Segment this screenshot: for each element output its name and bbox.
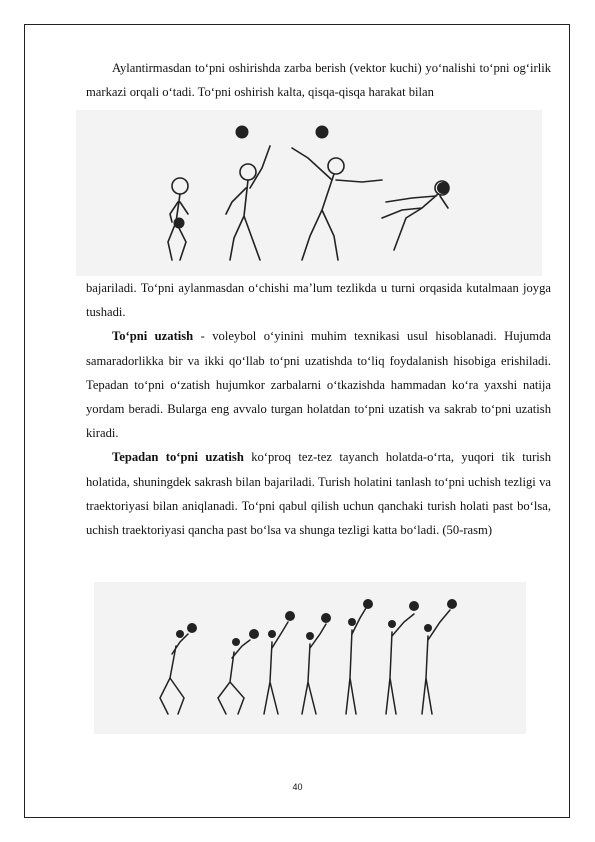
overhead-pass-figures-drawing (94, 582, 526, 734)
paragraph-2-body: - voleybol o‘yinini muhim texnikasi usul hisoblanadi. Hujumda samaradorlikka bir va ikki qo‘llab to‘pni uzatishda to‘liq foydalanish hisobiga erishiladi. Tepadan to‘pni o‘zatish hujumkor zarbalarni o‘tkazishda hammadan ko‘ra yaxshi natija yordam beradi. Bularga eng avvalo turgan holatdan to‘pni uzatish va sakrab to‘pni uzatish kiradi. (86, 329, 551, 441)
paragraph-1-continued: bajariladi. To‘pni aylanmasdan o‘chishi ma’lum tezlikda u turni orqasida kutalmaan joyga tushadi. (86, 281, 551, 320)
serve-technique-illustration (76, 110, 542, 276)
paragraph-3-body: ko‘proq tez-tez tayanch holatda-o‘rta, yuqori tik turish holatida, shuningdek sakrash bilan bajariladi. Turish holatini tanlash to‘pni uchish tezligi va traektoriyasi bilan aniqlanadi. To‘pni qabul qilish uchun qanchaki turish holati past bo‘lsa, uchish traektoriyasi qancha past bo‘lsa va shunga tezligi katta bo‘ladi. (50-rasm) (86, 450, 551, 538)
term-ball-passing: To‘pni uzatish (112, 329, 194, 344)
paragraph-3 (86, 445, 551, 542)
paragraph-1 (86, 56, 551, 104)
paragraph-2 (86, 324, 551, 445)
serve-figures-drawing (76, 110, 542, 276)
overhead-pass-illustration (94, 582, 526, 734)
body-text (86, 276, 551, 542)
term-overhead-pass: Tepadan to‘pni uzatish (112, 450, 244, 465)
page-number: 40 (292, 782, 303, 792)
paragraph-1-text: Aylantirmasdan to‘pni oshirishda zarba berish (vektor kuchi) yo‘nalishi to‘pni og‘irlik markazi orqali o‘tadi. To‘pni oshirish kalta, qisqa-qisqa harakat bilan (86, 61, 551, 100)
